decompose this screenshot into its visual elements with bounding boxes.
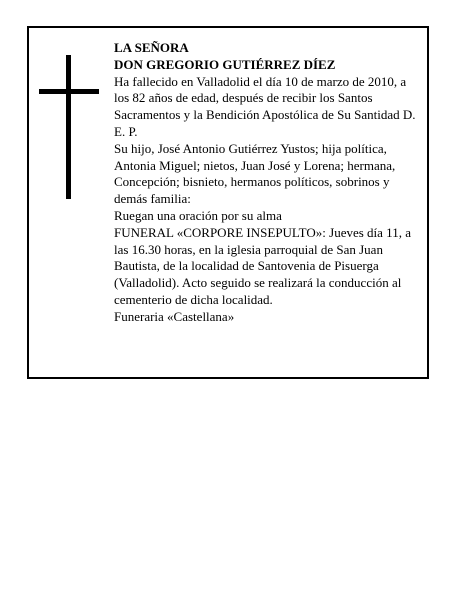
prayer-request: Ruegan una oración por su alma [114, 207, 282, 223]
notice-text [114, 40, 419, 326]
funeral-details: FUNERAL «CORPORE INSEPULTO»: Jueves día 11, a las 16.30 horas, en la iglesia parroquial de San Juan Bautista, de la localidad de Santovenia de Pisuerga (Valladolid). Acto seguido se realizará la conducción al cementerio de dicha localidad. [114, 224, 411, 307]
cross-horizontal-bar [39, 89, 99, 94]
death-announcement: Ha fallecido en Valladolid el día 10 de marzo de 2010, a los 82 años de edad, después de recibir los Santos Sacramentos y la Bendición Apostólica de Su Santidad D. E. P. [114, 73, 416, 139]
latin-cross-icon [39, 55, 99, 199]
deceased-name: DON GREGORIO GUTIÉRREZ DÍEZ [114, 56, 336, 72]
family-members: Su hijo, José Antonio Gutiérrez Yustos; hija política, Antonia Miguel; nietos, Juan José y Lorena; hermana, Concepción; bisnieto, hermanos políticos, sobrinos y demás familia: [114, 140, 396, 207]
notice-heading: LA SEÑORA [114, 40, 189, 55]
funeral-home: Funeraria «Castellana» [114, 308, 235, 324]
cross-vertical-bar [66, 55, 71, 199]
obituary-notice [27, 26, 429, 379]
